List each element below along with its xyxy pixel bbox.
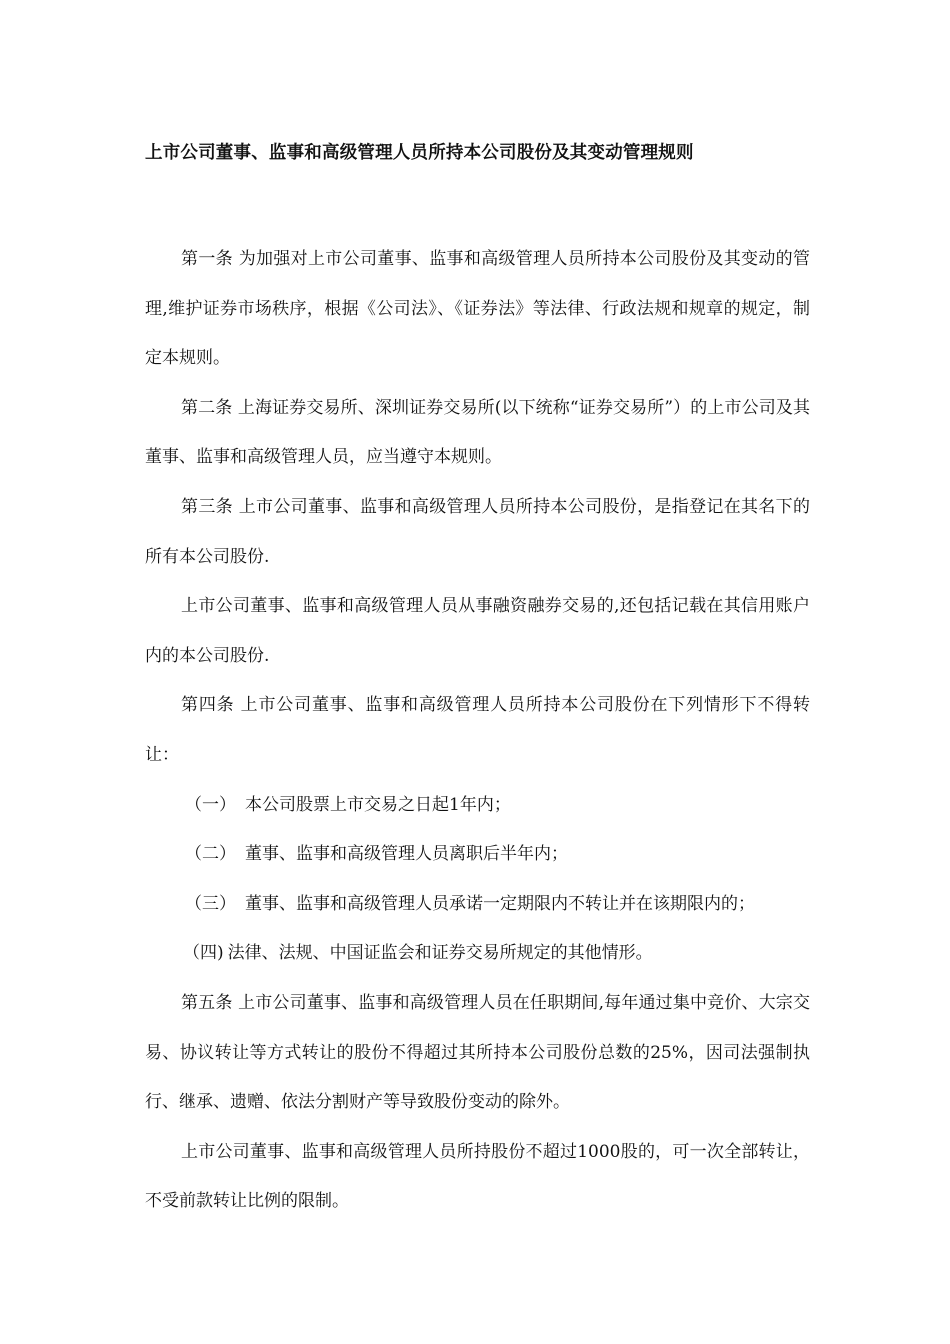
list-item-4 (145, 929, 810, 979)
list-marker: （三） (185, 893, 236, 914)
article-4: 第四条 上市公司董事、监事和高级管理人员所持本公司股份在下列情形下不得转让： (145, 695, 810, 765)
list-item-1 (145, 781, 810, 831)
article-2: 第二条 上海证券交易所、深圳证券交易所(以下统称“证券交易所”）的上市公司及其董事、监事和高级管理人员，应当遵守本规则。 (145, 397, 810, 468)
list-marker: （二） (185, 844, 236, 865)
article-5: 第五条 上市公司董事、监事和高级管理人员在任职期间,每年通过集中竞价、大宗交易、协议转让等方式转让的股份不得超过其所持本公司股份总数的25%，因司法强制执行、继承、遗赠、依法分割财产等导致股份变动的除外。 (145, 992, 810, 1113)
list-marker: （四) (183, 943, 224, 964)
list-text: 董事、监事和高级管理人员承诺一定期限内不转让并在该期限内的； (245, 893, 755, 914)
article-3-supplement: 上市公司董事、监事和高级管理人员从事融资融券交易的,还包括记载在其信用账户内的本公司股份. (145, 596, 810, 666)
list-text: 法律、法规、中国证监会和证券交易所规定的其他情形。 (227, 943, 653, 964)
list-text: 本公司股票上市交易之日起1年内； (245, 794, 511, 815)
document-body (145, 235, 810, 1227)
list-text: 董事、监事和高级管理人员离职后半年内； (245, 844, 568, 865)
list-item-3 (145, 880, 810, 930)
document-title: 上市公司董事、监事和高级管理人员所持本公司股份及其变动管理规则 (145, 143, 694, 163)
article-1: 第一条 为加强对上市公司董事、监事和高级管理人员所持本公司股份及其变动的管理,维护证券市场秩序，根据《公司法》、《证券法》等法律、行政法规和规章的规定，制定本规则。 (145, 249, 810, 369)
article-3: 第三条 上市公司董事、监事和高级管理人员所持本公司股份，是指登记在其名下的所有本公司股份. (145, 496, 810, 567)
list-marker: （一） (185, 794, 236, 815)
list-item-2 (145, 830, 810, 880)
article-5-supplement: 上市公司董事、监事和高级管理人员所持股份不超过1000股的，可一次全部转让，不受前款转让比例的限制。 (145, 1141, 810, 1212)
